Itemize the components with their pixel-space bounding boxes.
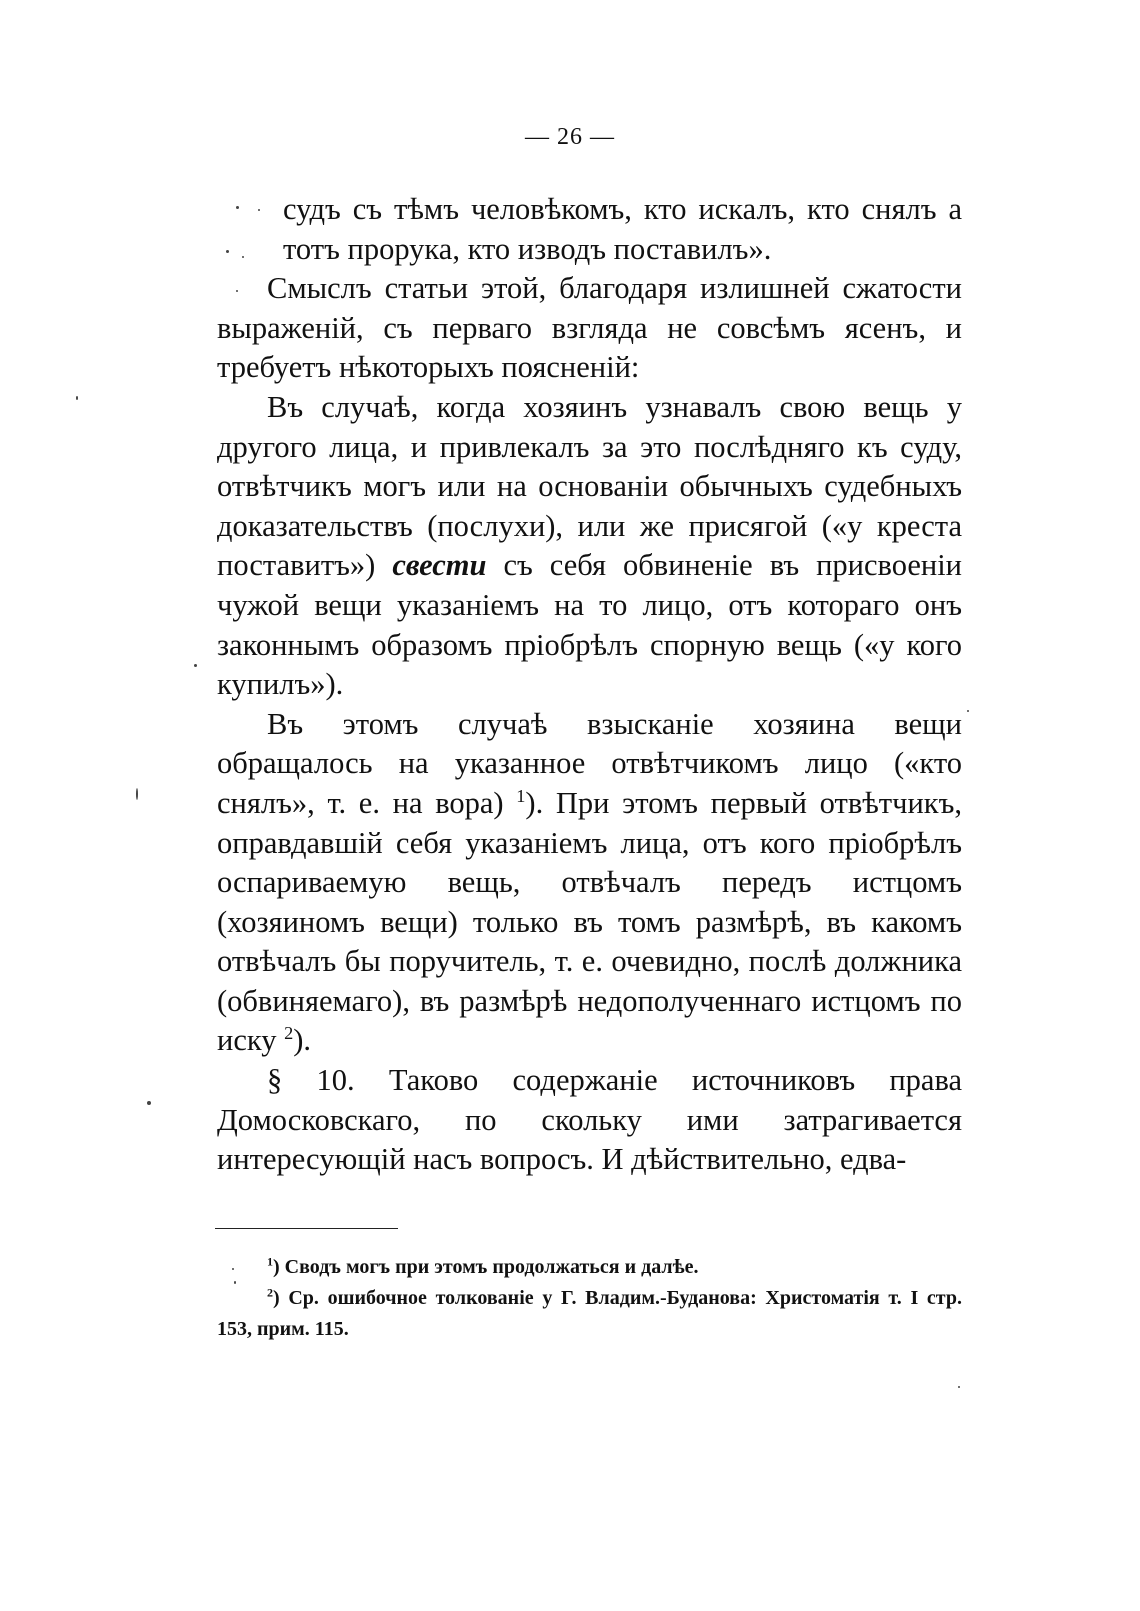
scan-speck bbox=[967, 710, 969, 712]
footnote-2-mark: 2 bbox=[267, 1285, 273, 1300]
paragraph-recovery-text-b: ). При этомъ первый отвѣтчикъ, оправдавшій себя указаніемъ лица, отъ кого пріобрѣлъ оспариваемую вещь, отвѣчалъ передъ истцомъ (хозяиномъ вещи) только въ томъ размѣрѣ, въ какомъ отвѣчалъ бы поручитель, т. е. очевидно, послѣ должника (обвиняемаго), въ размѣрѣ недополученнаго истцомъ по иску bbox=[217, 785, 962, 1058]
scan-speck bbox=[236, 206, 239, 209]
scan-speck bbox=[194, 664, 197, 667]
scan-speck bbox=[958, 1386, 960, 1388]
footnote-1 bbox=[217, 1252, 962, 1283]
scan-speck bbox=[76, 396, 78, 400]
scan-speck bbox=[147, 1101, 151, 1105]
footnote-2-text: ) Ср. ошибочное толкованіе у Г. Владим.-Буданова: Христоматія т. I стр. 153, прим. 115. bbox=[217, 1287, 962, 1340]
scan-speck bbox=[236, 290, 238, 292]
paragraph-recovery-text-a: Въ этомъ случаѣ взысканіе хозяина вещи обращалось на указанное отвѣтчикомъ лицо («кто снялъ», т. е. на вора) bbox=[217, 706, 962, 820]
quote-paragraph: судъ съ тѣмъ человѣкомъ, кто искалъ, кто снялъ а тотъ прорука, кто изводъ поставилъ». bbox=[283, 192, 962, 266]
footnote-ref-1: 1 bbox=[516, 785, 526, 806]
emphasized-word: свести bbox=[392, 548, 487, 583]
scan-speck bbox=[136, 788, 138, 800]
body-text bbox=[217, 190, 962, 1180]
paragraph-case-text-b: съ себя обвиненіе въ присвоеніи чужой вещи указаніемъ на то лицо, отъ котораго онъ законнымъ образомъ пріобрѣлъ спорную вещь («у кого купилъ»). bbox=[217, 548, 963, 702]
footnote-1-mark: 1 bbox=[267, 1254, 273, 1269]
footnote-2 bbox=[217, 1283, 962, 1345]
paragraph-meaning: Смыслъ статьи этой, благодаря излишней сжатости выраженій, съ перваго взгляда не совсѣмъ ясенъ, и требуетъ нѣкоторыхъ поясненій: bbox=[217, 271, 962, 385]
footnote-divider bbox=[215, 1228, 398, 1229]
paragraph-recovery bbox=[217, 705, 962, 1061]
scan-speck bbox=[258, 209, 260, 211]
paragraph-recovery-text-c: ). bbox=[293, 1023, 312, 1058]
footnotes bbox=[217, 1252, 962, 1345]
paragraph-case-text-a: Въ случаѣ, когда хозяинъ узнавалъ свою вещь у другого лица, и привлекалъ за это послѣдняго къ суду, отвѣтчикъ могъ или на основаніи обычныхъ судебныхъ доказательствъ (послухи), или же присягой («у креста поставитъ») bbox=[217, 389, 962, 583]
paragraph-section-10: § 10. Таково содержаніе источниковъ права Домосковскаго, по скольку ими затрагивается интересующій насъ вопросъ. И дѣйствительно, едва- bbox=[217, 1063, 962, 1177]
paragraph-case bbox=[217, 388, 962, 705]
scan-speck bbox=[242, 256, 244, 258]
scan-speck bbox=[226, 250, 229, 253]
footnote-1-text: ) Сводъ могъ при этомъ продолжаться и далѣе. bbox=[273, 1256, 699, 1278]
scan-speck bbox=[234, 1281, 236, 1284]
footnote-ref-2: 2 bbox=[284, 1023, 294, 1044]
scan-speck bbox=[232, 1268, 234, 1270]
page-number: — 26 — bbox=[525, 124, 615, 150]
